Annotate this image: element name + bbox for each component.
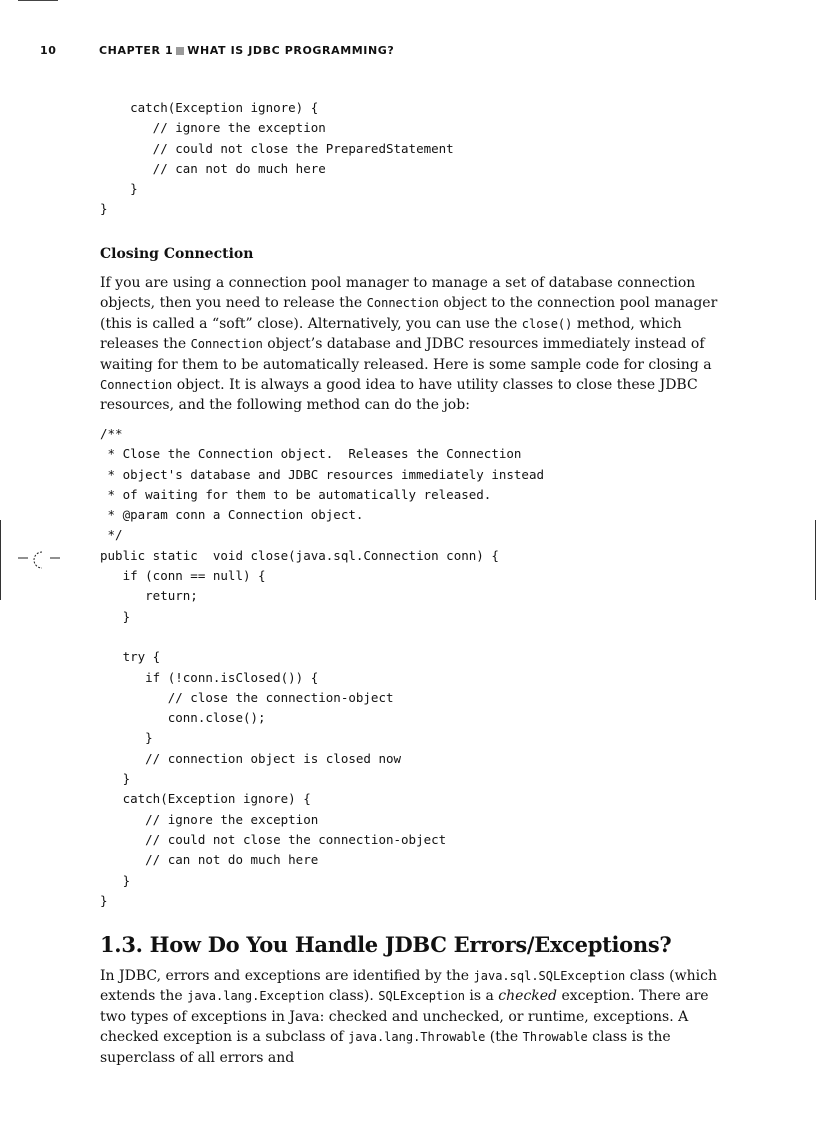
inline-code: Connection: [366, 296, 439, 311]
chapter-title: WHAT IS JDBC PROGRAMMING?: [187, 44, 395, 57]
left-margin-mark: [0, 520, 1, 600]
text-run: In JDBC, errors and exceptions are identified by the: [100, 968, 474, 984]
text-run: object to the connection pool manager (this is called a “soft” close). Alternatively, you can use the: [100, 295, 718, 332]
subheading-closing-connection: Closing Connection: [100, 246, 254, 262]
page-number: 10: [40, 44, 57, 57]
top-crop-rule: [18, 0, 58, 1]
text-run: (the: [485, 1029, 523, 1046]
inline-code: Connection: [100, 378, 173, 393]
text-run: class).: [324, 988, 379, 1005]
text-run: method, which releases the: [100, 315, 682, 353]
text-run: If you are using a connection pool manager to manage a set of database connection objects, then you need to release the: [100, 275, 696, 312]
separator-square-icon: [176, 47, 184, 55]
text-run: object’s database and JDBC resources immediately instead of waiting for them to be automatically released. Here is some sample code for closing a: [100, 336, 712, 373]
text-run: exception. There are two types of exceptions in Java: checked and unchecked, or runtime, exceptions. A checked exception is a subclass of: [100, 988, 709, 1046]
text-run: class (which extends the: [100, 968, 717, 1005]
inline-code: Connection: [190, 337, 263, 352]
code-block-preparedstatement-catch: catch(Exception ignore) { // ignore the exception // could not close the PreparedStatement // can not do much here } }: [100, 100, 454, 217]
text-run: object. It is always a good idea to have utility classes to close these JDBC resources, and the following method can do the job:: [100, 377, 698, 414]
chapter-heading: [99, 44, 394, 57]
inline-code: java.lang.Exception: [187, 989, 325, 1004]
inline-code: close(): [521, 316, 573, 331]
text-run: is a: [464, 988, 499, 1005]
registration-mark-icon: [16, 548, 64, 576]
paragraph-closing-connection: [100, 273, 718, 416]
section-title-jdbc-errors: 1.3. How Do You Handle JDBC Errors/Exceptions?: [100, 932, 672, 957]
text-run: class is the superclass of all errors and: [100, 1029, 671, 1066]
code-block-close-connection: /** * Close the Connection object. Releases the Connection * object's database and JDBC resources immediately instead * of waiting for them to be automatically released. * @param conn a Connection object. */ public static void close(java.sql.Connection conn) { if (conn == null) { return; } try { if (!conn.isClosed()) { // close the connection-object conn.close(); } // connection object is closed now } catch(Exception ignore) { // ignore the exception // could not close the connection-object // can not do much here } }: [100, 426, 545, 908]
chapter-label: CHAPTER 1: [99, 44, 174, 57]
inline-code: java.sql.SQLException: [473, 969, 626, 983]
emphasis-text: checked: [498, 988, 558, 1005]
inline-code: java.lang.Throwable: [348, 1030, 486, 1045]
paragraph-jdbc-exceptions: [100, 966, 718, 1068]
inline-code: SQLException: [378, 989, 465, 1004]
inline-code: Throwable: [522, 1030, 588, 1045]
